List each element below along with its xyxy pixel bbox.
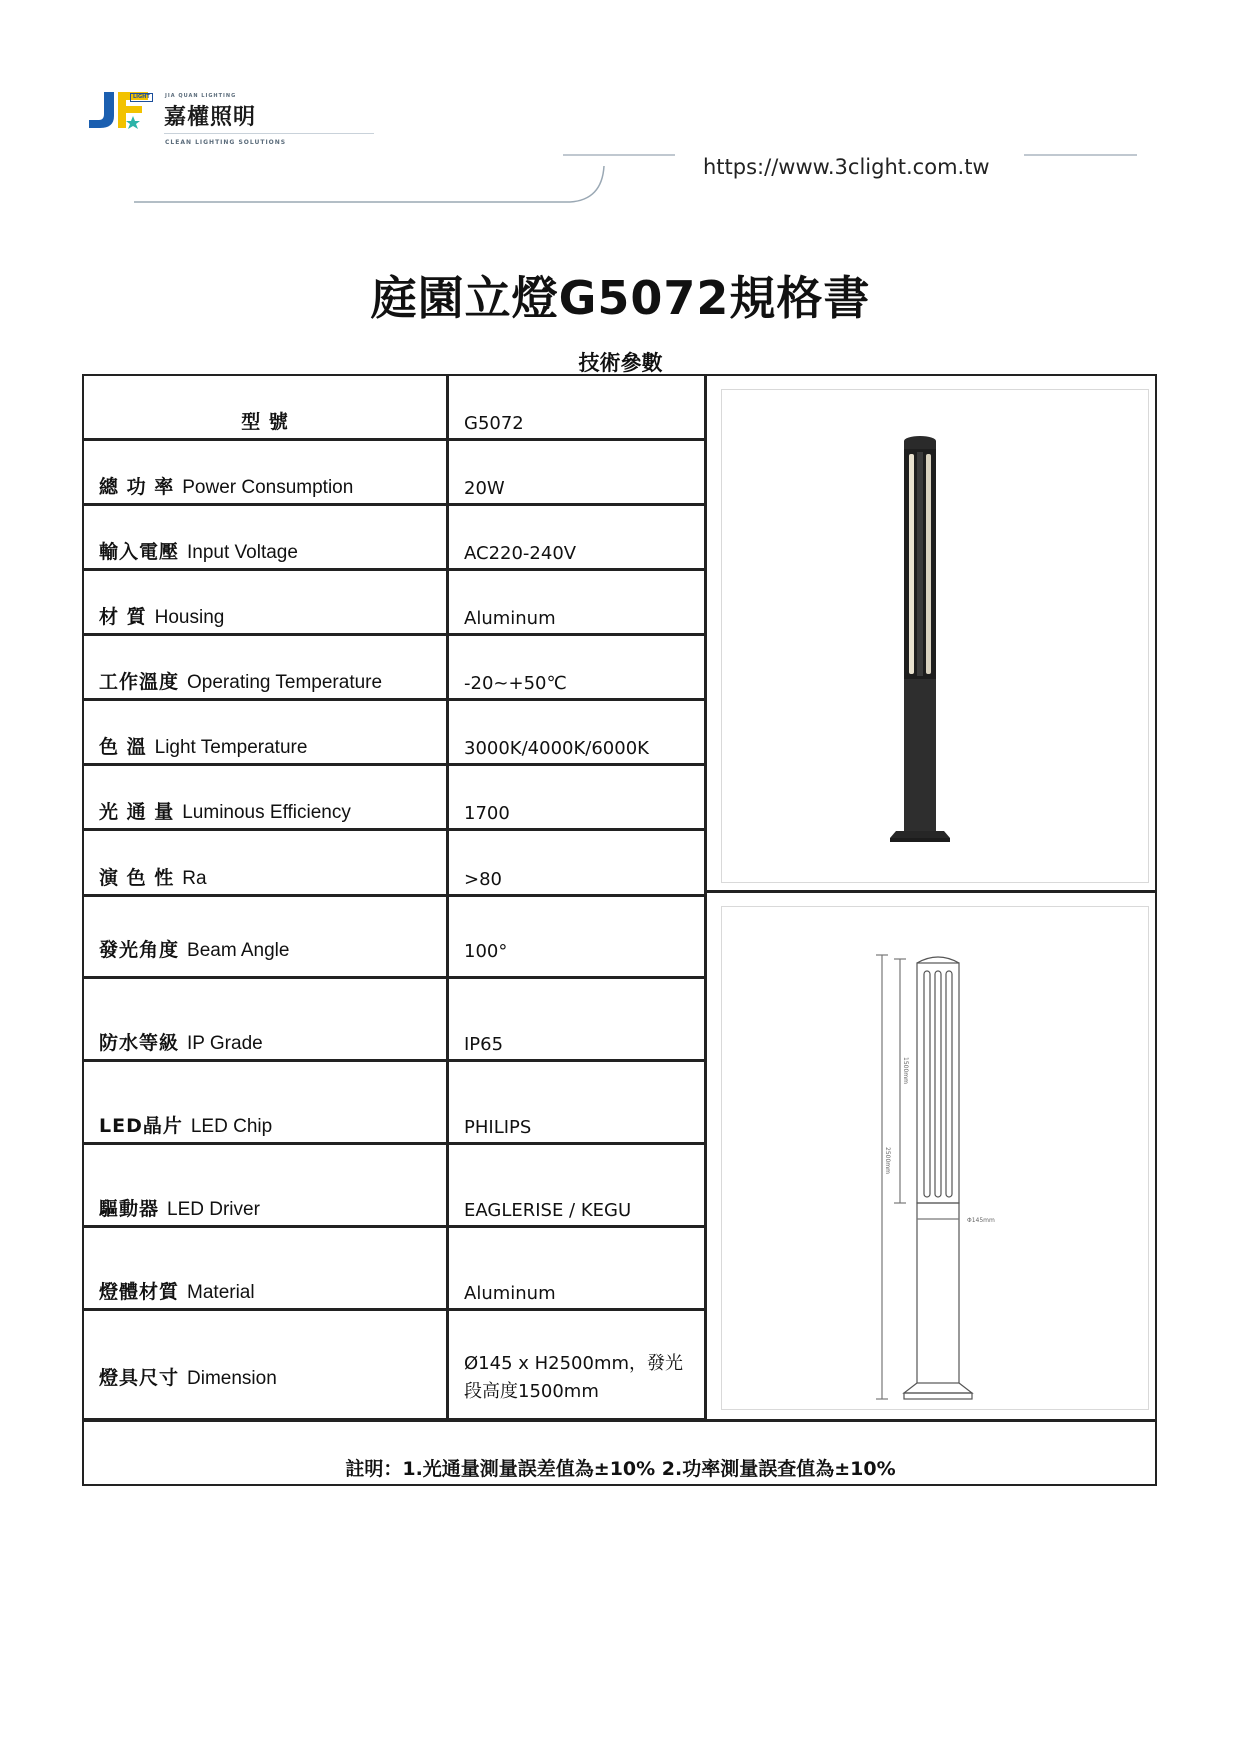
diameter-label: Φ145mm <box>967 1217 995 1224</box>
spec-label: 工作溫度 Operating Temperature <box>99 671 383 693</box>
garden-bollard-light-icon <box>722 390 1148 882</box>
spec-row-voltage <box>84 506 706 571</box>
website-url[interactable]: https://www.3clight.com.tw <box>703 155 990 179</box>
total-height-label: 2500mm <box>884 1147 891 1174</box>
spec-row-material <box>84 1228 706 1311</box>
spec-row-ra <box>84 831 706 897</box>
spec-value: 100° <box>464 941 508 962</box>
brand-english-name: JIA QUAN LIGHTING <box>165 93 237 99</box>
spec-value: -20~+50℃ <box>464 673 567 694</box>
spec-value: 20W <box>464 478 505 499</box>
spec-label: 輸入電壓 Input Voltage <box>99 541 298 563</box>
footnote: 註明：1.光通量測量誤差值為±10% 2.功率測量誤查值為±10% <box>345 1458 896 1480</box>
product-photo <box>721 389 1149 883</box>
spec-label: 演 色 性 Ra <box>99 867 207 889</box>
spec-row-beam-angle <box>84 897 706 979</box>
page-title: 庭園立燈G5072規格書 <box>370 271 871 325</box>
brand-light-tag: LIGHT <box>130 93 153 102</box>
spec-row-light-temperature <box>84 701 706 766</box>
note-divider <box>84 1419 1155 1422</box>
spec-row-power <box>84 441 706 506</box>
spec-label: LED晶片 LED Chip <box>99 1115 273 1137</box>
spec-label: 燈體材質 Material <box>99 1281 255 1303</box>
image-row-divider <box>706 890 1155 893</box>
spec-row-led-chip <box>84 1062 706 1145</box>
spec-label: 驅動器 LED Driver <box>99 1198 260 1220</box>
spec-label: 光 通 量 Luminous Efficiency <box>99 801 351 823</box>
brand-slogan: CLEAN LIGHTING SOLUTIONS <box>165 139 287 146</box>
header-decoration <box>0 0 1241 220</box>
spec-value: 1700 <box>464 803 510 824</box>
spec-value: AC220-240V <box>464 543 577 564</box>
spec-value-dimension: Ø145 x H2500mm，發光段高度1500mm <box>464 1353 684 1402</box>
dimension-drawing <box>721 906 1149 1410</box>
brand-name: 嘉權照明 <box>164 105 257 130</box>
section-subtitle: 技術參數 <box>578 351 663 375</box>
spec-label: 防水等級 IP Grade <box>99 1032 263 1054</box>
spec-row-driver <box>84 1145 706 1228</box>
spec-row-operating-temperature <box>84 636 706 701</box>
spec-label: 型 號 <box>241 411 289 433</box>
spec-value: EAGLERISE / KEGU <box>464 1200 632 1221</box>
bollard-line-drawing-icon <box>722 907 1148 1409</box>
spec-value: Aluminum <box>464 1283 556 1304</box>
spec-label: 發光角度 Beam Angle <box>99 939 290 961</box>
spec-row-model <box>84 376 706 441</box>
spec-value: PHILIPS <box>464 1117 532 1138</box>
spec-label: 總 功 率 Power Consumption <box>99 476 354 498</box>
spec-value: Aluminum <box>464 608 556 629</box>
spec-label: 燈具尺寸 Dimension <box>99 1367 277 1389</box>
spec-label: 材 質 Housing <box>99 606 225 628</box>
spec-value: >80 <box>464 869 502 890</box>
spec-value: IP65 <box>464 1034 504 1055</box>
spec-value: G5072 <box>464 413 524 434</box>
spec-row-luminous <box>84 766 706 831</box>
light-height-label: 1500mm <box>902 1057 909 1084</box>
spec-value: 3000K/4000K/6000K <box>464 738 649 759</box>
spec-label: 色 溫 Light Temperature <box>99 736 308 758</box>
spec-row-housing <box>84 571 706 636</box>
spec-row-ip-grade <box>84 979 706 1062</box>
